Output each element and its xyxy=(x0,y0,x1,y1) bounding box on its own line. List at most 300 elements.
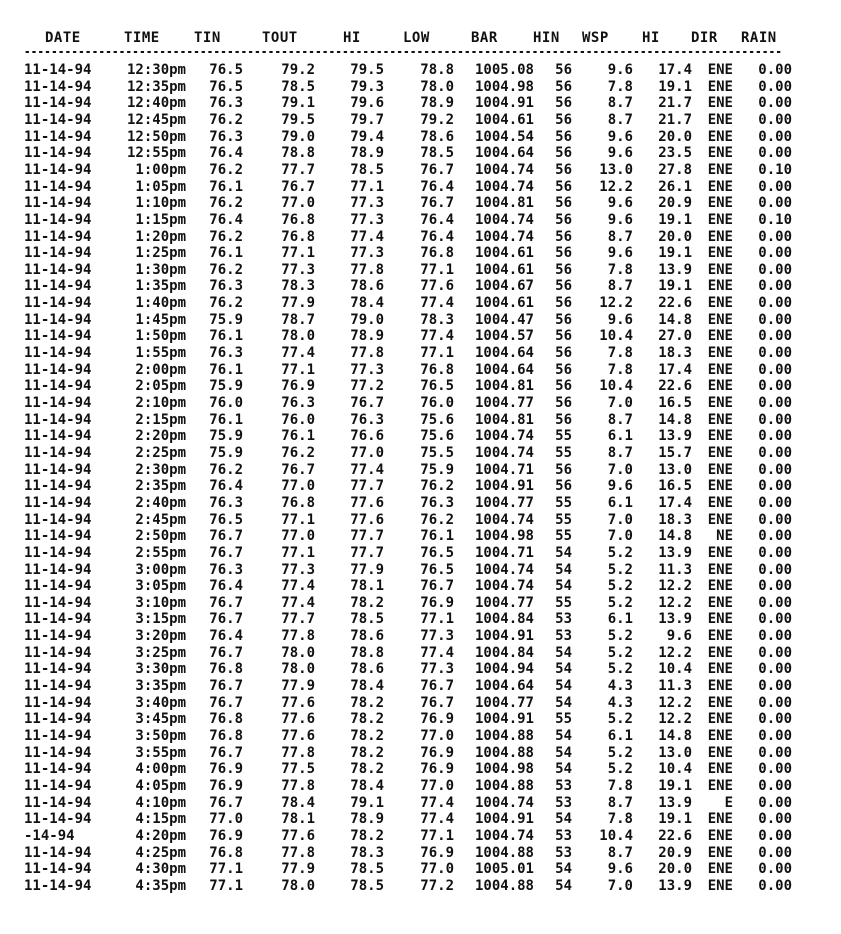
cell-tout: 78.5 xyxy=(281,78,315,95)
cell-hin: 56 xyxy=(555,261,572,278)
cell-rain: 0.10 xyxy=(758,211,792,228)
cell-wsp: 8.7 xyxy=(607,844,633,861)
cell-tout: 76.0 xyxy=(281,411,315,428)
cell-bar: 1004.81 xyxy=(474,195,534,212)
cell-rain: 0.00 xyxy=(758,178,792,195)
cell-low: 76.9 xyxy=(420,594,454,611)
cell-bar: 1004.64 xyxy=(474,678,534,695)
cell-wsp: 7.0 xyxy=(607,461,633,478)
cell-time: 3:55pm xyxy=(135,744,186,761)
cell-bar: 1004.88 xyxy=(474,877,534,894)
cell-tout: 77.1 xyxy=(281,511,315,528)
cell-bar: 1004.64 xyxy=(474,145,534,162)
cell-rain: 0.00 xyxy=(758,378,792,395)
cell-hi-wind: 14.8 xyxy=(658,728,692,744)
cell-date: 11-14-94 xyxy=(24,611,92,628)
cell-rain: 0.00 xyxy=(758,594,792,611)
cell-wsp: 9.6 xyxy=(607,245,633,262)
cell-tout: 77.0 xyxy=(281,528,315,545)
cell-rain: 0.00 xyxy=(758,628,792,645)
cell-tin: 76.3 xyxy=(209,345,243,362)
cell-hi-wind: 20.0 xyxy=(658,861,692,878)
cell-wsp: 7.8 xyxy=(607,811,633,828)
cell-tin: 76.2 xyxy=(209,295,243,312)
cell-hi-temp: 78.2 xyxy=(350,594,384,611)
cell-bar: 1004.67 xyxy=(474,278,534,295)
cell-tin: 76.2 xyxy=(209,261,243,278)
cell-rain: 0.00 xyxy=(758,761,792,778)
cell-low: 77.1 xyxy=(420,345,454,362)
cell-dir: ENE xyxy=(707,178,733,195)
cell-rain: 0.00 xyxy=(758,361,792,378)
cell-low: 79.2 xyxy=(420,111,454,128)
cell-dir: ENE xyxy=(707,578,733,595)
cell-date: 11-14-94 xyxy=(24,295,92,312)
table-row xyxy=(0,512,841,529)
cell-dir: ENE xyxy=(707,245,733,262)
cell-bar: 1004.98 xyxy=(474,528,534,545)
cell-hi-wind: 27.8 xyxy=(658,161,692,178)
cell-tout: 78.3 xyxy=(281,278,315,295)
cell-date: 11-14-94 xyxy=(24,428,92,445)
cell-bar: 1004.71 xyxy=(474,461,534,478)
cell-low: 77.4 xyxy=(420,794,454,811)
cell-hin: 56 xyxy=(555,245,572,262)
cell-dir: ENE xyxy=(707,628,733,645)
cell-hi-temp: 78.5 xyxy=(350,611,384,628)
cell-wsp: 5.2 xyxy=(607,661,633,678)
cell-bar: 1004.81 xyxy=(474,411,534,428)
cell-date: 11-14-94 xyxy=(24,561,92,578)
cell-rain: 0.00 xyxy=(758,461,792,478)
cell-hin: 54 xyxy=(555,578,572,595)
cell-wsp: 9.6 xyxy=(607,861,633,878)
cell-tout: 77.8 xyxy=(281,744,315,761)
cell-hi-wind: 23.5 xyxy=(658,145,692,162)
cell-tin: 76.3 xyxy=(209,561,243,578)
cell-hin: 53 xyxy=(555,777,572,794)
cell-hi-wind: 12.2 xyxy=(658,594,692,611)
cell-hi-wind: 10.4 xyxy=(658,761,692,778)
cell-hin: 56 xyxy=(555,178,572,195)
cell-rain: 0.00 xyxy=(758,261,792,278)
cell-bar: 1004.88 xyxy=(474,744,534,761)
cell-bar: 1004.77 xyxy=(474,694,534,711)
cell-tin: 76.8 xyxy=(209,844,243,861)
cell-hin: 56 xyxy=(555,345,572,362)
cell-wsp: 7.0 xyxy=(607,395,633,411)
cell-rain: 0.00 xyxy=(758,228,792,245)
table-row xyxy=(0,262,841,279)
cell-bar: 1004.74 xyxy=(474,211,534,228)
cell-tout: 76.9 xyxy=(281,378,315,395)
cell-date: 11-14-94 xyxy=(24,361,92,378)
cell-tout: 76.3 xyxy=(281,395,315,411)
cell-time: 2:45pm xyxy=(135,511,186,528)
cell-hi-temp: 77.9 xyxy=(350,561,384,578)
cell-wsp: 9.6 xyxy=(607,311,633,328)
cell-date: -14-94 xyxy=(24,827,75,844)
table-row xyxy=(0,445,841,462)
cell-wsp: 8.7 xyxy=(607,278,633,295)
cell-date: 11-14-94 xyxy=(24,444,92,461)
cell-tin: 76.8 xyxy=(209,661,243,678)
cell-low: 76.3 xyxy=(420,494,454,511)
cell-dir: ENE xyxy=(707,411,733,428)
cell-tin: 76.1 xyxy=(209,361,243,378)
cell-hin: 56 xyxy=(555,145,572,162)
cell-time: 1:00pm xyxy=(135,161,186,178)
cell-time: 3:50pm xyxy=(135,728,186,744)
cell-bar: 1004.81 xyxy=(474,378,534,395)
cell-hi-temp: 78.4 xyxy=(350,295,384,312)
cell-bar: 1004.64 xyxy=(474,361,534,378)
cell-dir: ENE xyxy=(707,261,733,278)
cell-rain: 0.00 xyxy=(758,511,792,528)
table-row xyxy=(0,328,841,345)
cell-low: 76.9 xyxy=(420,711,454,728)
cell-wsp: 10.4 xyxy=(599,328,633,345)
cell-tin: 76.3 xyxy=(209,278,243,295)
cell-rain: 0.00 xyxy=(758,78,792,95)
cell-date: 11-14-94 xyxy=(24,111,92,128)
cell-low: 76.4 xyxy=(420,178,454,195)
cell-tout: 76.8 xyxy=(281,228,315,245)
cell-hin: 56 xyxy=(555,78,572,95)
cell-dir: ENE xyxy=(707,228,733,245)
cell-tin: 76.8 xyxy=(209,728,243,744)
cell-wsp: 9.6 xyxy=(607,478,633,495)
cell-hi-temp: 78.9 xyxy=(350,811,384,828)
cell-time: 2:05pm xyxy=(135,378,186,395)
cell-hin: 54 xyxy=(555,744,572,761)
cell-hi-wind: 14.8 xyxy=(658,311,692,328)
cell-low: 76.8 xyxy=(420,245,454,262)
cell-date: 11-14-94 xyxy=(24,694,92,711)
cell-wsp: 6.1 xyxy=(607,728,633,744)
cell-low: 76.7 xyxy=(420,161,454,178)
cell-hi-temp: 77.3 xyxy=(350,361,384,378)
cell-time: 1:25pm xyxy=(135,245,186,262)
cell-hi-wind: 13.0 xyxy=(658,744,692,761)
cell-low: 78.6 xyxy=(420,128,454,145)
cell-hi-wind: 20.9 xyxy=(658,844,692,861)
cell-dir: ENE xyxy=(707,478,733,495)
column-header-date: DATE xyxy=(45,30,81,46)
cell-bar: 1004.74 xyxy=(474,578,534,595)
table-row xyxy=(0,562,841,579)
cell-rain: 0.00 xyxy=(758,278,792,295)
cell-hi-temp: 79.0 xyxy=(350,311,384,328)
cell-dir: ENE xyxy=(707,611,733,628)
cell-dir: ENE xyxy=(707,461,733,478)
cell-dir: ENE xyxy=(707,278,733,295)
cell-rain: 0.00 xyxy=(758,561,792,578)
cell-hin: 56 xyxy=(555,195,572,212)
table-row xyxy=(0,861,841,878)
cell-tout: 76.7 xyxy=(281,461,315,478)
cell-hi-wind: 13.9 xyxy=(658,261,692,278)
cell-wsp: 10.4 xyxy=(599,827,633,844)
cell-hin: 55 xyxy=(555,444,572,461)
cell-hi-temp: 78.5 xyxy=(350,861,384,878)
cell-date: 11-14-94 xyxy=(24,161,92,178)
cell-low: 76.9 xyxy=(420,761,454,778)
cell-low: 78.9 xyxy=(420,95,454,112)
cell-wsp: 9.6 xyxy=(607,128,633,145)
cell-date: 11-14-94 xyxy=(24,211,92,228)
cell-date: 11-14-94 xyxy=(24,461,92,478)
cell-time: 2:40pm xyxy=(135,494,186,511)
cell-rain: 0.00 xyxy=(758,578,792,595)
table-row xyxy=(0,545,841,562)
cell-date: 11-14-94 xyxy=(24,844,92,861)
cell-time: 2:25pm xyxy=(135,444,186,461)
cell-tout: 78.0 xyxy=(281,328,315,345)
table-row xyxy=(0,345,841,362)
cell-hi-wind: 13.9 xyxy=(658,544,692,561)
cell-dir: ENE xyxy=(707,494,733,511)
cell-hi-temp: 77.3 xyxy=(350,195,384,212)
cell-hin: 54 xyxy=(555,728,572,744)
cell-hin: 56 xyxy=(555,378,572,395)
cell-hin: 53 xyxy=(555,844,572,861)
cell-low: 77.4 xyxy=(420,295,454,312)
cell-tout: 77.4 xyxy=(281,594,315,611)
cell-tout: 77.6 xyxy=(281,827,315,844)
cell-bar: 1005.08 xyxy=(474,62,534,78)
cell-hi-wind: 27.0 xyxy=(658,328,692,345)
cell-low: 76.1 xyxy=(420,528,454,545)
cell-tout: 77.8 xyxy=(281,844,315,861)
cell-time: 1:20pm xyxy=(135,228,186,245)
cell-tout: 78.0 xyxy=(281,644,315,661)
table-row xyxy=(0,229,841,246)
cell-bar: 1004.61 xyxy=(474,245,534,262)
cell-hin: 56 xyxy=(555,111,572,128)
cell-wsp: 7.0 xyxy=(607,511,633,528)
cell-hi-temp: 79.6 xyxy=(350,95,384,112)
cell-low: 77.1 xyxy=(420,827,454,844)
cell-date: 11-14-94 xyxy=(24,811,92,828)
cell-tin: 77.0 xyxy=(209,811,243,828)
cell-tin: 76.7 xyxy=(209,544,243,561)
cell-rain: 0.00 xyxy=(758,411,792,428)
cell-hi-wind: 12.2 xyxy=(658,578,692,595)
cell-tin: 75.9 xyxy=(209,428,243,445)
cell-hin: 54 xyxy=(555,544,572,561)
cell-bar: 1004.77 xyxy=(474,395,534,411)
cell-hin: 53 xyxy=(555,628,572,645)
cell-hi-wind: 22.6 xyxy=(658,295,692,312)
cell-hin: 54 xyxy=(555,561,572,578)
cell-hin: 55 xyxy=(555,428,572,445)
cell-tin: 76.4 xyxy=(209,478,243,495)
cell-bar: 1004.74 xyxy=(474,228,534,245)
cell-dir: ENE xyxy=(707,861,733,878)
cell-tout: 77.4 xyxy=(281,345,315,362)
table-row xyxy=(0,845,841,862)
cell-date: 11-14-94 xyxy=(24,578,92,595)
cell-dir: ENE xyxy=(707,395,733,411)
cell-wsp: 5.2 xyxy=(607,594,633,611)
column-header-hi-temp: HI xyxy=(343,30,361,46)
table-row xyxy=(0,528,841,545)
cell-rain: 0.00 xyxy=(758,744,792,761)
cell-dir: ENE xyxy=(707,161,733,178)
cell-hin: 53 xyxy=(555,794,572,811)
cell-time: 1:10pm xyxy=(135,195,186,212)
cell-low: 76.4 xyxy=(420,228,454,245)
cell-dir: ENE xyxy=(707,145,733,162)
cell-low: 78.8 xyxy=(420,62,454,78)
cell-low: 77.3 xyxy=(420,628,454,645)
cell-wsp: 6.1 xyxy=(607,428,633,445)
cell-wsp: 5.2 xyxy=(607,578,633,595)
cell-date: 11-14-94 xyxy=(24,711,92,728)
cell-hin: 55 xyxy=(555,494,572,511)
column-header-tin: TIN xyxy=(194,30,221,46)
cell-time: 2:55pm xyxy=(135,544,186,561)
table-row xyxy=(0,878,841,895)
cell-hin: 56 xyxy=(555,128,572,145)
cell-rain: 0.00 xyxy=(758,62,792,78)
cell-dir: ENE xyxy=(707,694,733,711)
table-row xyxy=(0,145,841,162)
cell-hi-temp: 77.1 xyxy=(350,178,384,195)
cell-tout: 78.7 xyxy=(281,311,315,328)
cell-tout: 76.8 xyxy=(281,494,315,511)
cell-tout: 77.7 xyxy=(281,161,315,178)
cell-wsp: 7.8 xyxy=(607,78,633,95)
cell-rain: 0.00 xyxy=(758,111,792,128)
cell-hi-temp: 78.6 xyxy=(350,628,384,645)
cell-date: 11-14-94 xyxy=(24,628,92,645)
cell-wsp: 5.2 xyxy=(607,544,633,561)
cell-tin: 76.2 xyxy=(209,195,243,212)
cell-hi-wind: 22.6 xyxy=(658,827,692,844)
cell-tin: 76.2 xyxy=(209,111,243,128)
column-header-time: TIME xyxy=(124,30,160,46)
cell-hin: 56 xyxy=(555,295,572,312)
cell-hin: 56 xyxy=(555,161,572,178)
cell-wsp: 5.2 xyxy=(607,761,633,778)
cell-hi-temp: 76.6 xyxy=(350,428,384,445)
cell-tout: 77.7 xyxy=(281,611,315,628)
cell-date: 11-14-94 xyxy=(24,328,92,345)
cell-hi-temp: 78.2 xyxy=(350,711,384,728)
cell-hi-wind: 19.1 xyxy=(658,811,692,828)
cell-time: 3:40pm xyxy=(135,694,186,711)
cell-tout: 76.2 xyxy=(281,444,315,461)
cell-hi-wind: 13.0 xyxy=(658,461,692,478)
cell-hin: 56 xyxy=(555,278,572,295)
table-row xyxy=(0,695,841,712)
cell-time: 12:40pm xyxy=(126,95,186,112)
cell-dir: ENE xyxy=(707,444,733,461)
cell-hi-temp: 77.8 xyxy=(350,261,384,278)
cell-time: 4:00pm xyxy=(135,761,186,778)
cell-tin: 77.1 xyxy=(209,861,243,878)
cell-hin: 54 xyxy=(555,877,572,894)
cell-tout: 78.0 xyxy=(281,661,315,678)
cell-bar: 1004.47 xyxy=(474,311,534,328)
cell-time: 3:35pm xyxy=(135,678,186,695)
cell-date: 11-14-94 xyxy=(24,228,92,245)
cell-hi-temp: 79.5 xyxy=(350,62,384,78)
cell-tout: 79.5 xyxy=(281,111,315,128)
cell-low: 78.5 xyxy=(420,145,454,162)
table-row xyxy=(0,495,841,512)
table-row xyxy=(0,728,841,745)
cell-tin: 76.7 xyxy=(209,744,243,761)
cell-dir: ENE xyxy=(707,95,733,112)
cell-dir: ENE xyxy=(707,811,733,828)
cell-wsp: 9.6 xyxy=(607,145,633,162)
cell-hin: 53 xyxy=(555,611,572,628)
cell-tout: 77.1 xyxy=(281,544,315,561)
cell-tout: 77.9 xyxy=(281,295,315,312)
cell-hin: 53 xyxy=(555,827,572,844)
cell-hi-wind: 13.9 xyxy=(658,611,692,628)
cell-bar: 1005.01 xyxy=(474,861,534,878)
cell-low: 78.0 xyxy=(420,78,454,95)
cell-hi-temp: 78.9 xyxy=(350,145,384,162)
cell-time: 1:05pm xyxy=(135,178,186,195)
cell-time: 12:30pm xyxy=(126,62,186,78)
cell-hi-temp: 78.4 xyxy=(350,777,384,794)
cell-wsp: 8.7 xyxy=(607,444,633,461)
cell-rain: 0.00 xyxy=(758,678,792,695)
cell-bar: 1004.74 xyxy=(474,511,534,528)
cell-bar: 1004.74 xyxy=(474,444,534,461)
cell-tout: 78.0 xyxy=(281,877,315,894)
cell-tin: 76.9 xyxy=(209,827,243,844)
cell-date: 11-14-94 xyxy=(24,594,92,611)
cell-date: 11-14-94 xyxy=(24,777,92,794)
cell-hin: 56 xyxy=(555,328,572,345)
cell-dir: ENE xyxy=(707,311,733,328)
cell-hi-temp: 77.8 xyxy=(350,345,384,362)
cell-tout: 79.0 xyxy=(281,128,315,145)
table-row xyxy=(0,162,841,179)
cell-hi-wind: 17.4 xyxy=(658,62,692,78)
cell-rain: 0.00 xyxy=(758,728,792,744)
cell-rain: 0.00 xyxy=(758,195,792,212)
cell-tout: 79.1 xyxy=(281,95,315,112)
cell-low: 77.4 xyxy=(420,811,454,828)
cell-bar: 1004.74 xyxy=(474,561,534,578)
cell-rain: 0.00 xyxy=(758,794,792,811)
cell-hi-wind: 12.2 xyxy=(658,644,692,661)
cell-hi-wind: 11.3 xyxy=(658,561,692,578)
cell-wsp: 9.6 xyxy=(607,62,633,78)
cell-dir: ENE xyxy=(707,761,733,778)
cell-hi-wind: 20.0 xyxy=(658,228,692,245)
cell-time: 2:30pm xyxy=(135,461,186,478)
cell-hi-wind: 19.1 xyxy=(658,278,692,295)
cell-dir: ENE xyxy=(707,844,733,861)
cell-wsp: 6.1 xyxy=(607,611,633,628)
cell-date: 11-14-94 xyxy=(24,478,92,495)
cell-wsp: 7.8 xyxy=(607,261,633,278)
cell-hi-temp: 78.2 xyxy=(350,694,384,711)
cell-wsp: 13.0 xyxy=(599,161,633,178)
cell-tout: 77.9 xyxy=(281,861,315,878)
column-header-hin: HIN xyxy=(533,30,560,46)
cell-tin: 76.7 xyxy=(209,528,243,545)
cell-bar: 1004.71 xyxy=(474,544,534,561)
